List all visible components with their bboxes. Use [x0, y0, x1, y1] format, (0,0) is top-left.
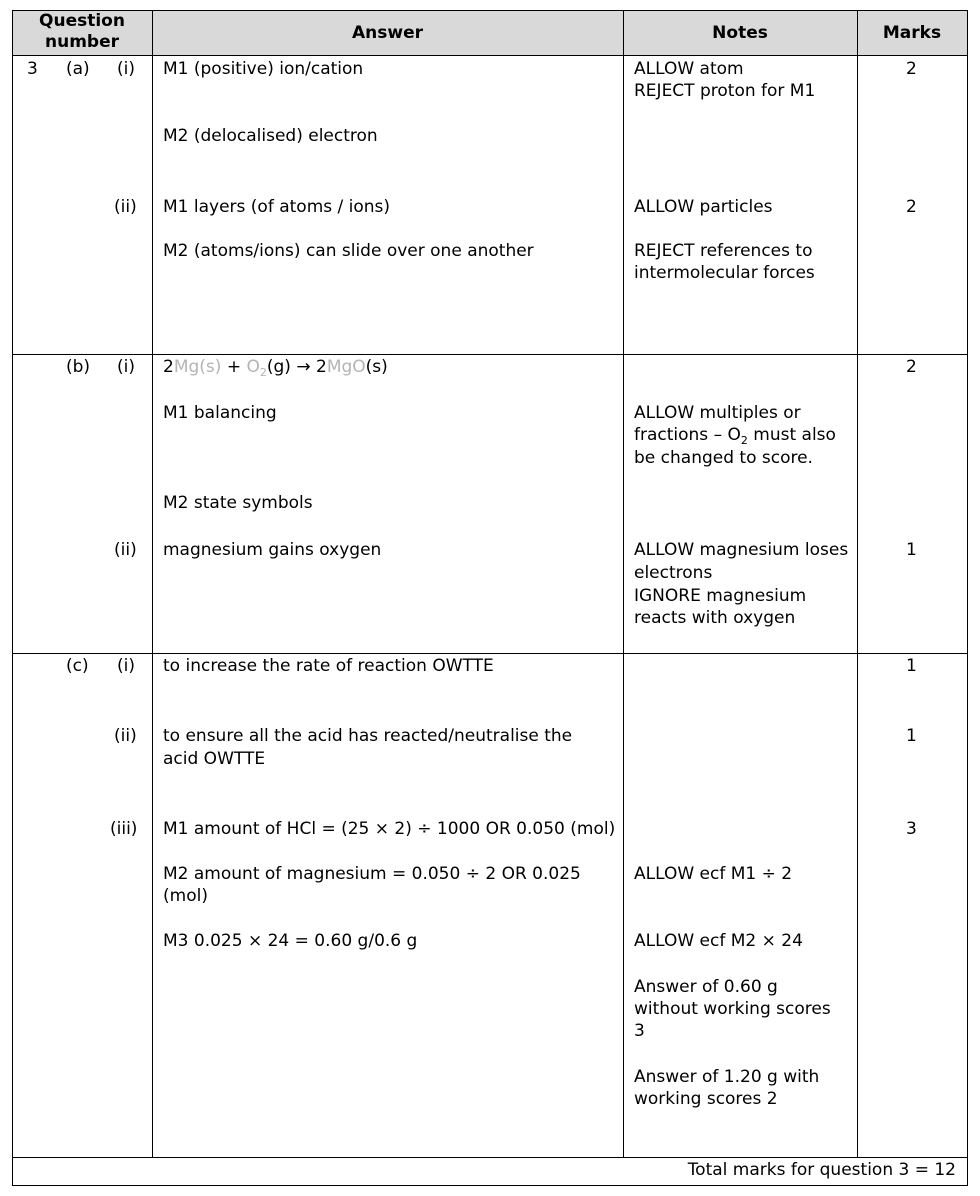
part-b-label: (b) — [66, 357, 91, 377]
a-ii-marks: 2 — [906, 197, 917, 217]
eq-mgo: MgO — [326, 357, 366, 377]
header-notes: Notes — [712, 23, 768, 43]
b-ii-answer: magnesium gains oxygen — [163, 540, 382, 560]
c-ii-answer-l1: to ensure all the acid has reacted/neutralise the — [163, 726, 573, 746]
total-divider — [12, 1157, 968, 1158]
b-ii-note-l4: reacts with oxygen — [634, 608, 796, 628]
eq-plus: + — [221, 357, 247, 377]
part-c-iii-label: (iii) — [110, 819, 138, 839]
eq-coef-1: 2 — [163, 357, 174, 377]
b-ii-note-l3: IGNORE magnesium — [634, 586, 807, 606]
table-border-right — [967, 10, 968, 1186]
part-c-ii-label: (ii) — [114, 726, 137, 746]
b-ii-note-l1: ALLOW magnesium loses — [634, 540, 849, 560]
c-iii-m2-l1: M2 amount of magnesium = 0.050 ÷ 2 OR 0.025 — [163, 864, 581, 884]
a-i-note2: REJECT proton for M1 — [634, 81, 816, 101]
c-iii-note3-l3: 3 — [634, 1021, 645, 1041]
c-iii-note2: ALLOW ecf M2 × 24 — [634, 931, 803, 951]
c-ii-marks: 1 — [906, 726, 917, 746]
header-answer: Answer — [352, 23, 423, 43]
c-iii-note3-l1: Answer of 0.60 g — [634, 977, 778, 997]
part-b-i-label: (i) — [117, 357, 135, 377]
c-iii-m1: M1 amount of HCl = (25 × 2) ÷ 1000 OR 0.050 (mol) — [163, 819, 616, 839]
col-divider-answer — [152, 10, 153, 1158]
b-ii-note-l2: electrons — [634, 563, 713, 583]
c-i-answer: to increase the rate of reaction OWTTE — [163, 656, 494, 676]
part-b-ii-label: (ii) — [114, 540, 137, 560]
header-marks: Marks — [882, 23, 942, 43]
table-border-top — [12, 10, 968, 11]
col-divider-marks — [857, 10, 858, 1158]
b-i-note-sub: 2 — [740, 434, 748, 447]
b-i-equation — [163, 356, 388, 378]
c-ii-answer-l2: acid OWTTE — [163, 749, 266, 769]
eq-gas-arrow: (g) → 2 — [266, 357, 327, 377]
part-c-i-label: (i) — [117, 656, 135, 676]
c-iii-note3-l2: without working scores — [634, 999, 831, 1019]
a-i-marks: 2 — [906, 59, 917, 79]
a-ii-m2: M2 (atoms/ions) can slide over one another — [163, 241, 534, 261]
part-a-i-label: (i) — [117, 59, 135, 79]
part-a-label: (a) — [66, 59, 90, 79]
eq-o: O — [246, 357, 260, 377]
part-c-label: (c) — [66, 656, 89, 676]
b-i-m2: M2 state symbols — [163, 493, 313, 513]
header-question-line1: Question — [39, 11, 125, 31]
total-marks: Total marks for question 3 = 12 — [687, 1160, 956, 1180]
header-question-line2: number — [44, 32, 119, 52]
a-i-m2: M2 (delocalised) electron — [163, 126, 378, 146]
c-iii-marks: 3 — [906, 819, 917, 839]
b-i-marks: 2 — [906, 357, 917, 377]
c-iii-note1: ALLOW ecf M1 ÷ 2 — [634, 864, 793, 884]
a-i-note1: ALLOW atom — [634, 59, 744, 79]
a-ii-note2b: intermolecular forces — [634, 263, 815, 283]
part-a-ii-label: (ii) — [114, 197, 137, 217]
b-i-note-l2 — [634, 424, 836, 446]
b-i-note-l2b: must also — [747, 425, 836, 445]
table-border-left — [12, 10, 13, 1186]
b-i-note-l1: ALLOW multiples or — [634, 403, 801, 423]
col-divider-notes — [623, 10, 624, 1158]
section-a-divider — [12, 354, 968, 355]
a-ii-m1: M1 layers (of atoms / ions) — [163, 197, 391, 217]
section-b-divider — [12, 653, 968, 654]
header-question-number — [12, 11, 152, 53]
b-i-note-l3: be changed to score. — [634, 448, 813, 468]
header-divider — [12, 55, 968, 56]
a-ii-note2a: REJECT references to — [634, 241, 813, 261]
b-ii-marks: 1 — [906, 540, 917, 560]
c-iii-note4-l2: working scores 2 — [634, 1089, 778, 1109]
table-border-bottom — [12, 1185, 968, 1186]
eq-o-sub: 2 — [259, 366, 267, 379]
c-iii-note4-l1: Answer of 1.20 g with — [634, 1067, 820, 1087]
a-ii-note1: ALLOW particles — [634, 197, 773, 217]
c-i-marks: 1 — [906, 656, 917, 676]
eq-mg: Mg(s) — [173, 357, 222, 377]
c-iii-m3: M3 0.025 × 24 = 0.60 g/0.6 g — [163, 931, 418, 951]
question-number: 3 — [27, 59, 38, 79]
b-i-m1: M1 balancing — [163, 403, 277, 423]
c-iii-m2-l2: (mol) — [163, 886, 208, 906]
b-i-note-l2a: fractions – O — [634, 425, 741, 445]
eq-solid: (s) — [365, 357, 388, 377]
a-i-m1: M1 (positive) ion/cation — [163, 59, 364, 79]
